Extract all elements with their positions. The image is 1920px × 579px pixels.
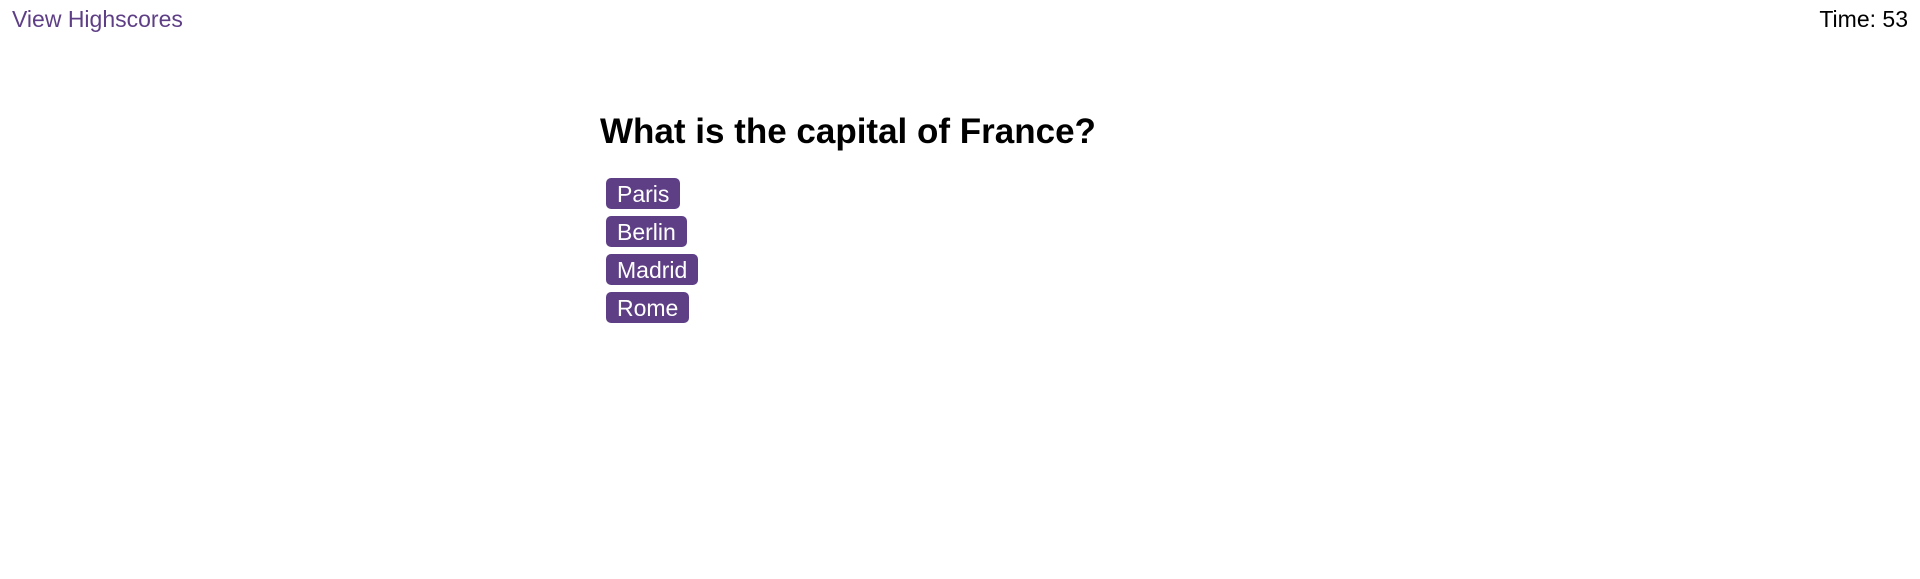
view-highscores-link[interactable]: View Highscores xyxy=(12,6,183,32)
quiz-card xyxy=(600,108,1096,330)
choice-item xyxy=(606,178,1096,210)
answer-choices xyxy=(606,178,1096,324)
choice-item xyxy=(606,216,1096,248)
choice-button-rome[interactable]: Rome xyxy=(606,292,689,323)
choice-button-paris[interactable]: Paris xyxy=(606,178,680,209)
question-title: What is the capital of France? xyxy=(600,112,1096,151)
timer-value: 53 xyxy=(1882,6,1908,32)
timer xyxy=(1819,5,1908,33)
choice-button-madrid[interactable]: Madrid xyxy=(606,254,698,285)
choice-item xyxy=(606,254,1096,286)
timer-label: Time: xyxy=(1819,6,1877,32)
choice-item xyxy=(606,292,1096,324)
top-bar xyxy=(0,0,1920,40)
choice-button-berlin[interactable]: Berlin xyxy=(606,216,687,247)
